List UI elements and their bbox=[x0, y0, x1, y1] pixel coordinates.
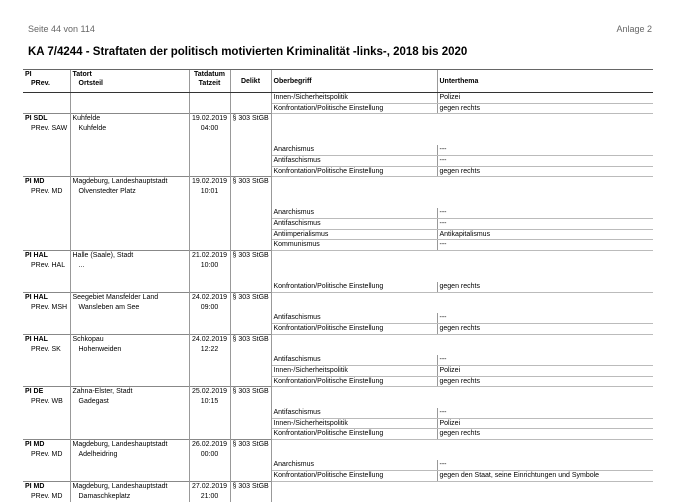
oberbegriff-cell bbox=[271, 303, 437, 314]
zeit-cell: 00:00 bbox=[189, 450, 230, 461]
delikt-cell: § 303 StGB bbox=[230, 177, 271, 188]
tatort-cell: Magdeburg, Landeshauptstadt bbox=[70, 481, 189, 492]
delikt-cell bbox=[230, 229, 271, 240]
datum-cell bbox=[189, 471, 230, 482]
delikt-cell bbox=[230, 261, 271, 272]
datum-cell bbox=[189, 135, 230, 146]
datum-cell: 19.02.2019 bbox=[189, 177, 230, 188]
unterthema-cell: --- bbox=[437, 145, 653, 156]
oberbegriff-cell bbox=[271, 334, 437, 345]
prev-cell: PRev. WB bbox=[23, 397, 70, 408]
pi-cell bbox=[23, 145, 70, 156]
delikt-cell bbox=[230, 208, 271, 219]
oberbegriff-cell: Antifaschismus bbox=[271, 355, 437, 366]
unterthema-cell: gegen rechts bbox=[437, 324, 653, 335]
ortsteil-cell: ... bbox=[70, 261, 189, 272]
document-title: KA 7/4244 - Straftaten der politisch motivierten Kriminalität -links-, 2018 bis 2020 bbox=[28, 46, 467, 58]
unterthema-cell bbox=[437, 397, 653, 408]
delikt-cell bbox=[230, 418, 271, 429]
unterthema-cell: gegen rechts bbox=[437, 429, 653, 440]
pi-cell bbox=[23, 355, 70, 366]
case-row bbox=[23, 481, 653, 492]
tatort-cell: Magdeburg, Landeshauptstadt bbox=[70, 439, 189, 450]
case-row-sub bbox=[23, 397, 653, 408]
pi-cell bbox=[23, 229, 70, 240]
pi-cell bbox=[23, 282, 70, 293]
unterthema-cell bbox=[437, 481, 653, 492]
pi-cell bbox=[23, 418, 70, 429]
unterthema-cell bbox=[437, 303, 653, 314]
unterthema-cell: gegen rechts bbox=[437, 282, 653, 293]
tatort-cell bbox=[70, 376, 189, 387]
tatort-cell bbox=[70, 282, 189, 293]
datum-cell bbox=[189, 103, 230, 114]
case-row-sub bbox=[23, 492, 653, 502]
col-delikt: Delikt bbox=[230, 70, 271, 93]
delikt-cell bbox=[230, 376, 271, 387]
col-oberbegriff: Oberbegriff bbox=[271, 70, 437, 93]
pi-cell bbox=[23, 460, 70, 471]
datum-cell bbox=[189, 156, 230, 167]
pi-cell bbox=[23, 366, 70, 377]
pi-cell: PI MD bbox=[23, 439, 70, 450]
oberbegriff-cell bbox=[271, 481, 437, 492]
delikt-cell bbox=[230, 460, 271, 471]
oberbegriff-cell bbox=[271, 135, 437, 146]
tatort-cell bbox=[70, 135, 189, 146]
pi-cell bbox=[23, 240, 70, 251]
delikt-cell bbox=[230, 198, 271, 209]
oberbegriff-cell: Antifaschismus bbox=[271, 408, 437, 419]
ortsteil-cell: Adelheidring bbox=[70, 450, 189, 461]
case-row bbox=[23, 439, 653, 450]
tatort-cell bbox=[70, 271, 189, 282]
delikt-cell: § 303 StGB bbox=[230, 387, 271, 398]
unterthema-cell: --- bbox=[437, 408, 653, 419]
annex-label: Anlage 2 bbox=[616, 24, 652, 34]
table-row bbox=[23, 103, 653, 114]
pi-cell bbox=[23, 408, 70, 419]
offense-table bbox=[23, 69, 653, 502]
delikt-cell: § 303 StGB bbox=[230, 114, 271, 125]
datum-cell bbox=[189, 366, 230, 377]
delikt-cell bbox=[230, 135, 271, 146]
col-tatort: Tatort Ortsteil bbox=[70, 70, 189, 93]
oberbegriff-cell bbox=[271, 492, 437, 502]
oberbegriff-cell bbox=[271, 114, 437, 125]
case-row bbox=[23, 334, 653, 345]
table-row bbox=[23, 166, 653, 177]
unterthema-cell bbox=[437, 261, 653, 272]
tatort-cell bbox=[70, 219, 189, 230]
delikt-cell: § 303 StGB bbox=[230, 250, 271, 261]
oberbegriff-cell: Konfrontation/Politische Einstellung bbox=[271, 429, 437, 440]
pi-cell: PI HAL bbox=[23, 250, 70, 261]
datum-cell bbox=[189, 198, 230, 209]
delikt-cell: § 303 StGB bbox=[230, 292, 271, 303]
pi-cell: PI MD bbox=[23, 177, 70, 188]
pi-cell bbox=[23, 471, 70, 482]
table-row bbox=[23, 408, 653, 419]
prev-cell: PRev. MD bbox=[23, 187, 70, 198]
zeit-cell: 10:15 bbox=[189, 397, 230, 408]
oberbegriff-cell: Kommunismus bbox=[271, 240, 437, 251]
delikt-cell bbox=[230, 240, 271, 251]
oberbegriff-cell bbox=[271, 387, 437, 398]
oberbegriff-cell bbox=[271, 450, 437, 461]
oberbegriff-cell bbox=[271, 124, 437, 135]
datum-cell bbox=[189, 271, 230, 282]
datum-cell bbox=[189, 208, 230, 219]
pi-cell bbox=[23, 219, 70, 230]
delikt-cell bbox=[230, 408, 271, 419]
unterthema-cell bbox=[437, 387, 653, 398]
datum-cell: 21.02.2019 bbox=[189, 250, 230, 261]
oberbegriff-cell bbox=[271, 439, 437, 450]
table-row bbox=[23, 429, 653, 440]
delikt-cell bbox=[230, 345, 271, 356]
unterthema-cell bbox=[437, 177, 653, 188]
ortsteil-cell: Damaschkeplatz bbox=[70, 492, 189, 502]
unterthema-cell: --- bbox=[437, 156, 653, 167]
tatort-cell: Zahna-Elster, Stadt bbox=[70, 387, 189, 398]
table-row bbox=[23, 460, 653, 471]
zeit-cell: 09:00 bbox=[189, 303, 230, 314]
delikt-cell bbox=[230, 492, 271, 502]
oberbegriff-cell: Konfrontation/Politische Einstellung bbox=[271, 103, 437, 114]
tatort-cell bbox=[70, 355, 189, 366]
oberbegriff-cell: Konfrontation/Politische Einstellung bbox=[271, 166, 437, 177]
ortsteil-cell: Kuhfelde bbox=[70, 124, 189, 135]
tatort-cell bbox=[70, 166, 189, 177]
unterthema-cell: Polizei bbox=[437, 418, 653, 429]
tatort-cell bbox=[70, 198, 189, 209]
datum-cell bbox=[189, 145, 230, 156]
datum-cell: 26.02.2019 bbox=[189, 439, 230, 450]
tatort-cell: Kuhfelde bbox=[70, 114, 189, 125]
delikt-cell bbox=[230, 187, 271, 198]
datum-cell bbox=[189, 93, 230, 104]
delikt-cell bbox=[230, 156, 271, 167]
table-row bbox=[23, 366, 653, 377]
pi-cell bbox=[23, 429, 70, 440]
spacer-row bbox=[23, 271, 653, 282]
pi-cell bbox=[23, 135, 70, 146]
oberbegriff-cell: Anarchismus bbox=[271, 145, 437, 156]
datum-cell bbox=[189, 355, 230, 366]
pi-cell bbox=[23, 166, 70, 177]
pi-cell bbox=[23, 156, 70, 167]
unterthema-cell: gegen rechts bbox=[437, 103, 653, 114]
tatort-cell bbox=[70, 429, 189, 440]
oberbegriff-cell: Anarchismus bbox=[271, 208, 437, 219]
pi-cell bbox=[23, 376, 70, 387]
tatort-cell bbox=[70, 103, 189, 114]
delikt-cell bbox=[230, 282, 271, 293]
spacer-row bbox=[23, 198, 653, 209]
unterthema-cell: gegen rechts bbox=[437, 166, 653, 177]
prev-cell: PRev. SAW bbox=[23, 124, 70, 135]
table-row bbox=[23, 418, 653, 429]
zeit-cell: 10:01 bbox=[189, 187, 230, 198]
unterthema-cell: --- bbox=[437, 208, 653, 219]
oberbegriff-cell bbox=[271, 345, 437, 356]
delikt-cell bbox=[230, 93, 271, 104]
delikt-cell bbox=[230, 303, 271, 314]
pi-cell bbox=[23, 198, 70, 209]
tatort-cell bbox=[70, 313, 189, 324]
tatort-cell bbox=[70, 324, 189, 335]
table-row bbox=[23, 313, 653, 324]
table-row bbox=[23, 324, 653, 335]
tatort-cell bbox=[70, 229, 189, 240]
pi-cell: PI HAL bbox=[23, 292, 70, 303]
oberbegriff-cell: Konfrontation/Politische Einstellung bbox=[271, 376, 437, 387]
ortsteil-cell: Gadegast bbox=[70, 397, 189, 408]
table-row bbox=[23, 208, 653, 219]
oberbegriff-cell: Antifaschismus bbox=[271, 219, 437, 230]
unterthema-cell: --- bbox=[437, 313, 653, 324]
prev-cell: PRev. HAL bbox=[23, 261, 70, 272]
unterthema-cell bbox=[437, 345, 653, 356]
unterthema-cell bbox=[437, 450, 653, 461]
table-row bbox=[23, 282, 653, 293]
delikt-cell bbox=[230, 166, 271, 177]
oberbegriff-cell bbox=[271, 261, 437, 272]
datum-cell bbox=[189, 429, 230, 440]
case-row-sub bbox=[23, 124, 653, 135]
unterthema-cell: Antikapitalismus bbox=[437, 229, 653, 240]
pi-cell bbox=[23, 313, 70, 324]
unterthema-cell bbox=[437, 250, 653, 261]
datum-cell: 24.02.2019 bbox=[189, 334, 230, 345]
delikt-cell bbox=[230, 397, 271, 408]
unterthema-cell: gegen rechts bbox=[437, 376, 653, 387]
table-row bbox=[23, 156, 653, 167]
datum-cell bbox=[189, 166, 230, 177]
unterthema-cell bbox=[437, 439, 653, 450]
oberbegriff-cell: Antifaschismus bbox=[271, 156, 437, 167]
datum-cell bbox=[189, 229, 230, 240]
unterthema-cell bbox=[437, 135, 653, 146]
tatort-cell: Schkopau bbox=[70, 334, 189, 345]
delikt-cell bbox=[230, 103, 271, 114]
col-pi: PI PRev. bbox=[23, 70, 70, 93]
pi-cell bbox=[23, 324, 70, 335]
col-tatdatum: Tatdatum Tatzeit bbox=[189, 70, 230, 93]
datum-cell bbox=[189, 240, 230, 251]
delikt-cell bbox=[230, 124, 271, 135]
oberbegriff-cell bbox=[271, 198, 437, 209]
spacer-row bbox=[23, 135, 653, 146]
pi-cell bbox=[23, 208, 70, 219]
unterthema-cell bbox=[437, 271, 653, 282]
table-row bbox=[23, 229, 653, 240]
delikt-cell: § 303 StGB bbox=[230, 439, 271, 450]
table-header bbox=[23, 70, 653, 93]
tatort-cell bbox=[70, 408, 189, 419]
prev-cell: PRev. MSH bbox=[23, 303, 70, 314]
delikt-cell: § 303 StGB bbox=[230, 481, 271, 492]
pi-cell bbox=[23, 103, 70, 114]
oberbegriff-cell bbox=[271, 250, 437, 261]
unterthema-cell bbox=[437, 114, 653, 125]
unterthema-cell: --- bbox=[437, 355, 653, 366]
datum-cell: 19.02.2019 bbox=[189, 114, 230, 125]
oberbegriff-cell bbox=[271, 177, 437, 188]
prev-cell: PRev. MD bbox=[23, 450, 70, 461]
case-row-sub bbox=[23, 261, 653, 272]
datum-cell bbox=[189, 324, 230, 335]
delikt-cell bbox=[230, 219, 271, 230]
pi-cell: PI HAL bbox=[23, 334, 70, 345]
unterthema-cell bbox=[437, 334, 653, 345]
datum-cell bbox=[189, 282, 230, 293]
unterthema-cell: --- bbox=[437, 240, 653, 251]
delikt-cell bbox=[230, 366, 271, 377]
case-row bbox=[23, 114, 653, 125]
pi-cell: PI DE bbox=[23, 387, 70, 398]
delikt-cell bbox=[230, 471, 271, 482]
pi-cell: PI MD bbox=[23, 481, 70, 492]
oberbegriff-cell: Konfrontation/Politische Einstellung bbox=[271, 282, 437, 293]
unterthema-cell bbox=[437, 292, 653, 303]
tatort-cell bbox=[70, 366, 189, 377]
table-row bbox=[23, 471, 653, 482]
delikt-cell bbox=[230, 324, 271, 335]
unterthema-cell bbox=[437, 198, 653, 209]
unterthema-cell: Polizei bbox=[437, 93, 653, 104]
table-row bbox=[23, 145, 653, 156]
tatort-cell bbox=[70, 145, 189, 156]
datum-cell bbox=[189, 418, 230, 429]
tatort-cell bbox=[70, 471, 189, 482]
delikt-cell bbox=[230, 313, 271, 324]
oberbegriff-cell: Antiimperialismus bbox=[271, 229, 437, 240]
tatort-cell bbox=[70, 156, 189, 167]
oberbegriff-cell bbox=[271, 271, 437, 282]
tatort-cell bbox=[70, 460, 189, 471]
delikt-cell bbox=[230, 429, 271, 440]
delikt-cell: § 303 StGB bbox=[230, 334, 271, 345]
oberbegriff-cell bbox=[271, 187, 437, 198]
delikt-cell bbox=[230, 450, 271, 461]
case-row bbox=[23, 177, 653, 188]
datum-cell: 27.02.2019 bbox=[189, 481, 230, 492]
unterthema-cell bbox=[437, 124, 653, 135]
datum-cell bbox=[189, 408, 230, 419]
datum-cell bbox=[189, 460, 230, 471]
col-unterthema: Unterthema bbox=[437, 70, 653, 93]
table-row bbox=[23, 93, 653, 104]
case-row-sub bbox=[23, 345, 653, 356]
case-row-sub bbox=[23, 187, 653, 198]
oberbegriff-cell: Konfrontation/Politische Einstellung bbox=[271, 324, 437, 335]
pi-cell: PI SDL bbox=[23, 114, 70, 125]
ortsteil-cell: Hohenweiden bbox=[70, 345, 189, 356]
delikt-cell bbox=[230, 271, 271, 282]
unterthema-cell: --- bbox=[437, 460, 653, 471]
datum-cell bbox=[189, 376, 230, 387]
zeit-cell: 10:00 bbox=[189, 261, 230, 272]
table-row bbox=[23, 219, 653, 230]
prev-cell: PRev. SK bbox=[23, 345, 70, 356]
tatort-cell bbox=[70, 418, 189, 429]
datum-cell bbox=[189, 219, 230, 230]
case-row-sub bbox=[23, 450, 653, 461]
datum-cell: 25.02.2019 bbox=[189, 387, 230, 398]
zeit-cell: 04:00 bbox=[189, 124, 230, 135]
datum-cell: 24.02.2019 bbox=[189, 292, 230, 303]
table-row bbox=[23, 240, 653, 251]
table-row bbox=[23, 355, 653, 366]
tatort-cell: Seegebiet Mansfelder Land bbox=[70, 292, 189, 303]
unterthema-cell bbox=[437, 187, 653, 198]
oberbegriff-cell: Konfrontation/Politische Einstellung bbox=[271, 471, 437, 482]
delikt-cell bbox=[230, 145, 271, 156]
pi-cell bbox=[23, 93, 70, 104]
prev-cell: PRev. MD bbox=[23, 492, 70, 502]
oberbegriff-cell: Innen-/Sicherheitspolitik bbox=[271, 366, 437, 377]
table-row bbox=[23, 376, 653, 387]
page-number: Seite 44 von 114 bbox=[28, 24, 95, 34]
tatort-cell bbox=[70, 208, 189, 219]
unterthema-cell: Polizei bbox=[437, 366, 653, 377]
case-row bbox=[23, 250, 653, 261]
case-row-sub bbox=[23, 303, 653, 314]
case-row bbox=[23, 292, 653, 303]
tatort-cell: Halle (Saale), Stadt bbox=[70, 250, 189, 261]
ortsteil-cell: Wansleben am See bbox=[70, 303, 189, 314]
oberbegriff-cell: Innen-/Sicherheitspolitik bbox=[271, 418, 437, 429]
unterthema-cell bbox=[437, 492, 653, 502]
oberbegriff-cell bbox=[271, 292, 437, 303]
tatort-cell bbox=[70, 240, 189, 251]
tatort-cell: Magdeburg, Landeshauptstadt bbox=[70, 177, 189, 188]
unterthema-cell: --- bbox=[437, 219, 653, 230]
delikt-cell bbox=[230, 355, 271, 366]
zeit-cell: 12:22 bbox=[189, 345, 230, 356]
unterthema-cell: gegen den Staat, seine Einrichtungen und Symbole bbox=[437, 471, 653, 482]
oberbegriff-cell bbox=[271, 397, 437, 408]
case-row bbox=[23, 387, 653, 398]
tatort-cell bbox=[70, 93, 189, 104]
oberbegriff-cell: Antifaschismus bbox=[271, 313, 437, 324]
ortsteil-cell: Olvenstedter Platz bbox=[70, 187, 189, 198]
pi-cell bbox=[23, 271, 70, 282]
zeit-cell: 21:00 bbox=[189, 492, 230, 502]
oberbegriff-cell: Innen-/Sicherheitspolitik bbox=[271, 93, 437, 104]
oberbegriff-cell: Anarchismus bbox=[271, 460, 437, 471]
datum-cell bbox=[189, 313, 230, 324]
